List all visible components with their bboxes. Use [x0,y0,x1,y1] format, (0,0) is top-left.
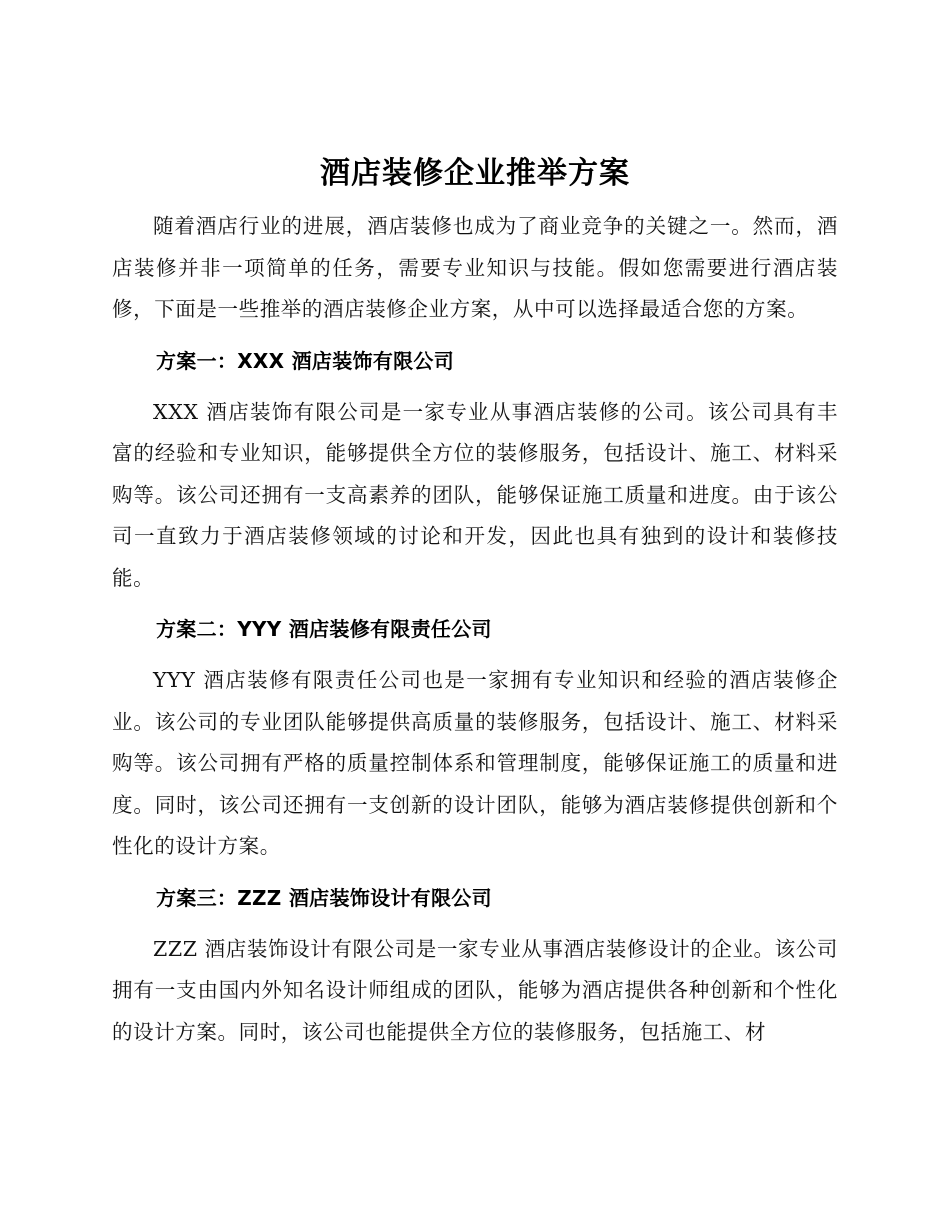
section-3 [112,878,838,1054]
section-2 [112,609,838,868]
section-heading: 方案三：ZZZ 酒店装饰设计有限公司 [156,885,492,910]
section-heading: 方案二：YYY 酒店装修有限责任公司 [156,617,492,641]
section-paragraph: YYY 酒店装修有限责任公司也是一家拥有专业知识和经验的酒店装修企业。该公司的专业团队能够提供高质量的装修服务，包括设计、施工、材料采购等。该公司拥有严格的质量控制体系和管理制度，能够保证施工的质量和进度。同时，该公司还拥有一支创新的设计团队，能够为酒店装修提供创新和个性化的设计方案。 [112,668,838,858]
section-heading: 方案一：XXX 酒店装饰有限公司 [156,348,455,373]
document-title: 酒店装修企业推举方案 [320,156,630,191]
section-1 [112,341,838,600]
section-paragraph: XXX 酒店装饰有限公司是一家专业从事酒店装修的公司。该公司具有丰富的经验和专业知识，能够提供全方位的装修服务，包括设计、施工、材料采购等。该公司还拥有一支高素养的团队，能够保证施工质量和进度。由于该公司一直致力于酒店装修领域的讨论和开发，因此也具有独到的设计和装修技能。 [112,399,838,590]
section-paragraph: ZZZ 酒店装饰设计有限公司是一家专业从事酒店装修设计的企业。该公司拥有一支由国内外知名设计师组成的团队，能够为酒店提供各种创新和个性化的设计方案。同时，该公司也能提供全方位的装修服务，包括施工、材 [112,936,838,1044]
document-body [112,152,838,1053]
intro-paragraph: 随着酒店行业的进展，酒店装修也成为了商业竞争的关键之一。然而，酒店装修并非一项简单的任务，需要专业知识与技能。假如您需要进行酒店装修，下面是一些推举的酒店装修企业方案，从中可以选择最适合您的方案。 [112,214,838,321]
